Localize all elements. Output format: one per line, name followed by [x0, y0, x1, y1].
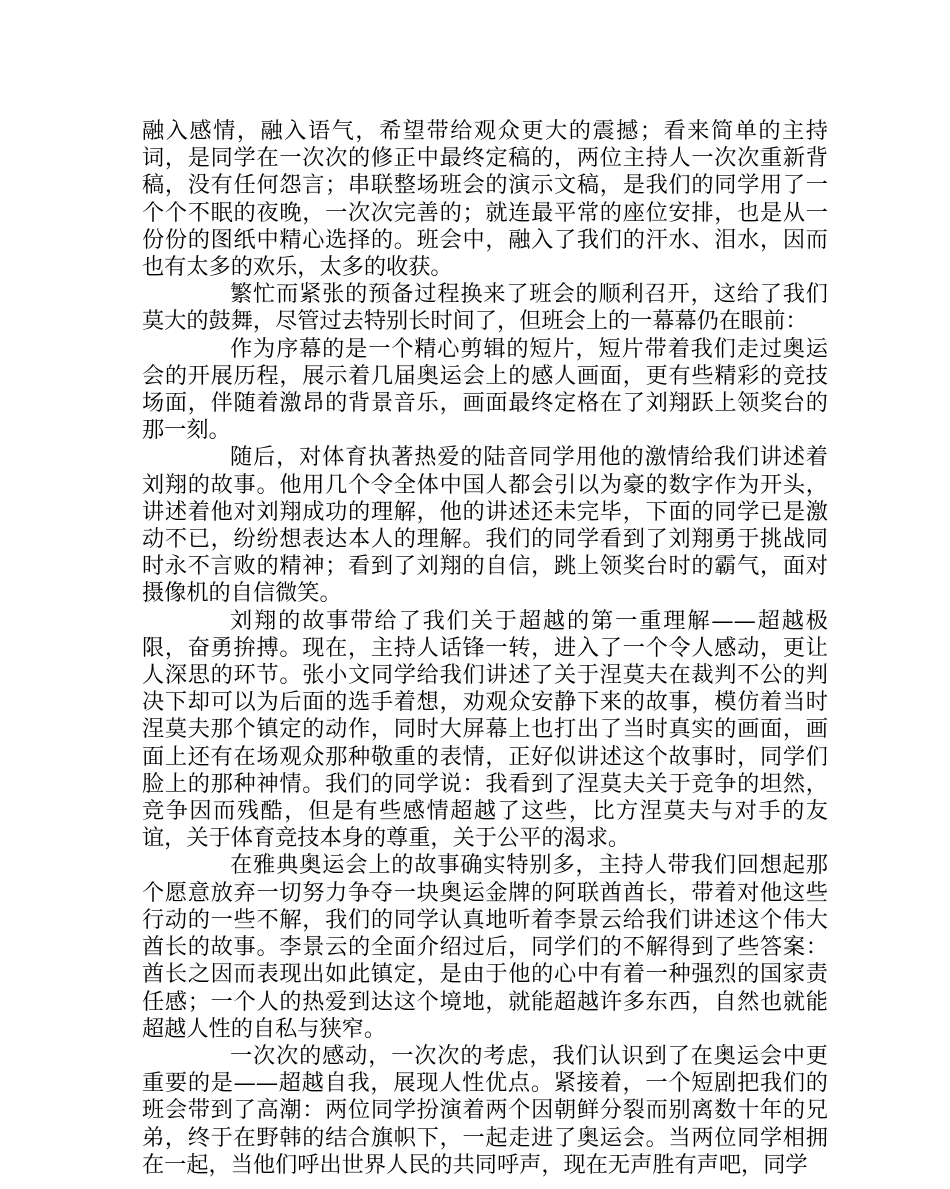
paragraph-4: 随后，对体育执著热爱的陆音同学用他的激情给我们讲述着刘翔的故事。他用几个令全体中国人都会引以为豪的数字作为开头，讲述着他对刘翔成功的理解，他的讲述还未完毕，下面的同学已是激动不已，纷纷想表达本人的理解。我们的同学看到了刘翔勇于挑战同时永不言败的精神；看到了刘翔的自信，跳上领奖台时的霸气，面对摄像机的自信微笑。: [142, 444, 828, 607]
paragraph-5: 刘翔的故事带给了我们关于超越的第一重理解——超越极限，奋勇拚搏。现在，主持人话锋一转，进入了一个令人感动，更让人深思的环节。张小文同学给我们讲述了关于涅莫夫在裁判不公的判决下却可以为后面的选手着想，劝观众安静下来的故事，模仿着当时涅莫夫那个镇定的动作，同时大屏幕上也打出了当时真实的画面，画面上还有在场观众那种敬重的表情，正好似讲述这个故事时，同学们脸上的那种神情。我们的同学说：我看到了涅莫夫关于竞争的坦然，竞争因而残酷，但是有些感情超越了这些，比方涅莫夫与对手的友谊，关于体育竞技本身的尊重，关于公平的渴求。: [142, 607, 828, 852]
paragraph-2: 繁忙而紧张的预备过程换来了班会的顺利召开，这给了我们莫大的鼓舞，尽管过去特别长时间了，但班会上的一幕幕仍在眼前：: [142, 281, 828, 335]
paragraph-1: 融入感情，融入语气，希望带给观众更大的震撼；看来简单的主持词，是同学在一次次的修正中最终定稿的，两位主持人一次次重新背稿，没有任何怨言；串联整场班会的演示文稿，是我们的同学用了一个个不眠的夜晚，一次次完善的；就连最平常的座位安排，也是从一份份的图纸中精心选择的。班会中，融入了我们的汗水、泪水，因而也有太多的欢乐，太多的收获。: [142, 118, 828, 281]
paragraph-6: 在雅典奥运会上的故事确实特别多，主持人带我们回想起那个愿意放弃一切努力争夺一块奥运金牌的阿联酋酋长，带着对他这些行动的一些不解，我们的同学认真地听着李景云给我们讲述这个伟大酋长的故事。李景云的全面介绍过后，同学们的不解得到了些答案：酋长之因而表现出如此镇定，是由于他的心中有着一种强烈的国家责任感；一个人的热爱到达这个境地，就能超越许多东西，自然也就能超越人性的自私与狭窄。: [142, 852, 828, 1042]
document-body: [142, 118, 828, 1179]
paragraph-7: 一次次的感动，一次次的考虑，我们认识到了在奥运会中更重要的是——超越自我，展现人性优点。紧接着，一个短剧把我们的班会带到了高潮：两位同学扮演着两个因朝鲜分裂而别离数十年的兄弟，终于在野韩的结合旗帜下，一起走进了奥运会。当两位同学相拥在一起，当他们呼出世界人民的共同呼声，现在无声胜有声吧，同学: [142, 1042, 828, 1178]
paragraph-3: 作为序幕的是一个精心剪辑的短片，短片带着我们走过奥运会的开展历程，展示着几届奥运会上的感人画面，更有些精彩的竞技场面，伴随着激昂的背景音乐，画面最终定格在了刘翔跃上领奖台的那一刻。: [142, 335, 828, 444]
